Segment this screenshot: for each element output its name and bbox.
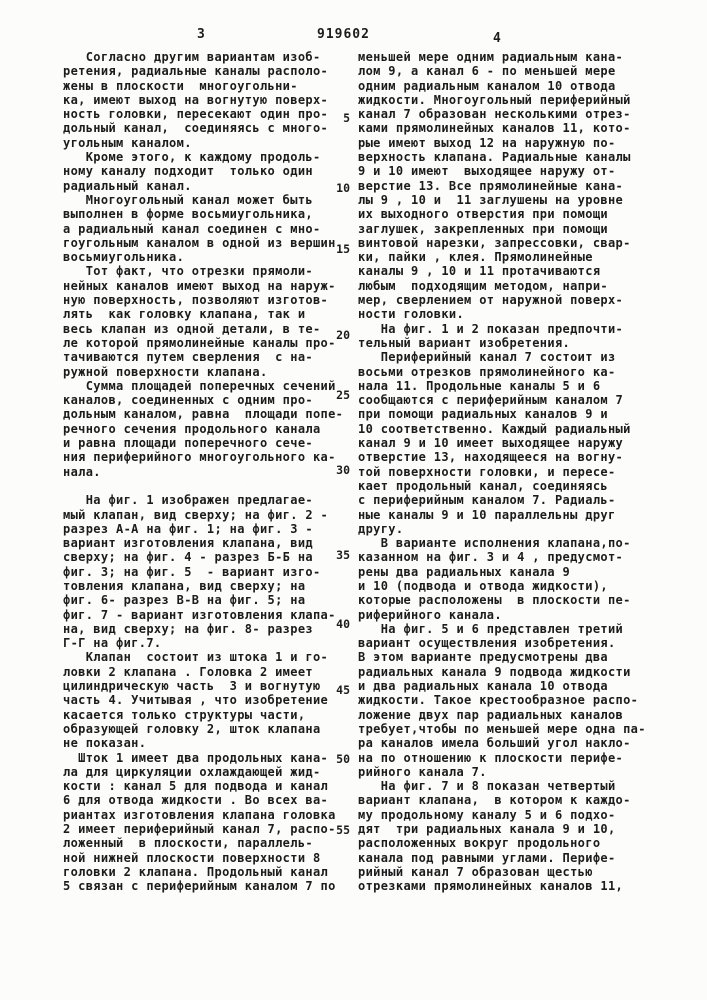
text-line: На фиг. 7 и 8 показан четвертый: [358, 779, 616, 794]
text-line: канал 7 образован несколькими отрез-: [358, 107, 631, 122]
text-line: любым подходящим методом, напри-: [358, 278, 608, 293]
text-line: нейных каналов имеют выход на наруж-: [63, 278, 336, 293]
text-line: сообщаются с периферийным каналом 7: [358, 393, 624, 408]
text-line: 10 соответственно. Каждый радиальный: [358, 421, 631, 436]
text-line: нала.: [63, 464, 101, 479]
text-line: На фиг. 1 изображен предлагае-: [63, 493, 313, 508]
text-line: ную поверхность, позволяют изготов-: [63, 293, 329, 308]
text-line: часть 4. Учитывая , что изобретение: [63, 693, 329, 708]
text-line: радиальных канала 9 подвода жидкости: [358, 664, 631, 679]
text-line: канала под равными углами. Перифе-: [358, 850, 616, 865]
text-line: Периферийный канал 7 состоит из: [358, 350, 616, 365]
text-line: Г-Г на фиг.7.: [63, 636, 162, 651]
gutter-line-number-50: 50: [336, 752, 350, 766]
text-line: на по отношению к плоскости перифе-: [358, 750, 624, 765]
text-line: верстие 13. Все прямолинейные кана-: [358, 178, 624, 193]
text-line: винтовой нарезки, запрессовки, свар-: [358, 235, 631, 250]
text-line: отверстие 13, находящееся на вогну-: [358, 450, 624, 465]
gutter-line-number-25: 25: [336, 388, 350, 402]
text-line: риантах изготовления клапана головка: [63, 807, 336, 822]
gutter-line-number-55: 55: [336, 823, 350, 837]
text-line: одним радиальным каналом 10 отвода: [358, 78, 616, 93]
text-line: радиальный канал.: [63, 178, 192, 193]
text-line: ной нижней плоскости поверхности 8: [63, 850, 321, 865]
gutter-line-number-15: 15: [336, 242, 350, 256]
text-line: и 10 (подвода и отвода жидкости),: [358, 578, 608, 593]
text-line: кости : канал 5 для подвода и канал: [63, 779, 329, 794]
text-line: ные каналы 9 и 10 параллельны друг: [358, 507, 616, 522]
patent-number: 919602: [317, 27, 370, 42]
text-line: заглушек, закрепленных при помощи: [358, 221, 608, 236]
text-line: меньшей мере одним радиальным кана-: [358, 50, 624, 64]
text-line: сверху; на фиг. 4 - разрез Б-Б на: [63, 550, 313, 565]
text-line: ловки 2 клапана . Головка 2 имеет: [63, 664, 313, 679]
text-line: 6 для отвода жидкости . Во всех ва-: [63, 793, 329, 808]
text-line: На фиг. 1 и 2 показан предпочти-: [358, 321, 624, 336]
gutter-line-number-40: 40: [336, 617, 350, 631]
text-line: ками прямолинейных каналов 11, кото-: [358, 121, 631, 136]
text-line: ра каналов имела больший угол накло-: [358, 736, 631, 751]
text-line: жидкости. Такое крестообразное распо-: [358, 693, 639, 708]
gutter-line-number-20: 20: [336, 328, 350, 342]
text-line: вариант изготовления клапана, вид: [63, 536, 313, 551]
text-line: Многоугольный канал может быть: [63, 192, 313, 207]
text-line: Сумма площадей поперечных сечений: [63, 378, 336, 393]
text-line: дят три радиальных канала 9 и 10,: [358, 822, 616, 837]
text-line: а радиальный канал соединен с мно-: [63, 221, 321, 236]
text-line: мый клапан, вид сверху; на фиг. 2 -: [63, 507, 329, 522]
text-line: ка, имеют выход на вогнутую поверх-: [63, 92, 329, 107]
text-line: тельный вариант изобретения.: [358, 335, 571, 350]
gutter-line-number-5: 5: [343, 111, 350, 125]
gutter-line-number-45: 45: [336, 683, 350, 697]
text-line: речного сечения продольного канала: [63, 421, 321, 436]
text-line: 2 имеет периферийный канал 7, распо-: [63, 822, 336, 837]
text-line: риферийного канала.: [358, 607, 502, 622]
text-line: ла для циркуляции охлаждающей жид-: [63, 764, 321, 779]
text-line: образующей головку 2, шток клапана: [63, 721, 321, 736]
text-line: Клапан состоит из штока 1 и го-: [63, 650, 329, 665]
text-line: тачиваются путем сверления с на-: [63, 350, 313, 365]
text-line: вариант осуществления изобретения.: [358, 636, 616, 651]
text-line: рийный канал 7 образован щестью: [358, 864, 593, 879]
right-text-column: [358, 50, 650, 894]
text-line: ле которой прямолинейные каналы про-: [63, 335, 336, 350]
text-line: Согласно другим вариантам изоб-: [63, 50, 321, 64]
text-line: отрезками прямолинейных каналов 11,: [358, 879, 624, 894]
text-line: ности головки.: [358, 307, 465, 322]
text-line: расположенных вокруг продольного: [358, 836, 601, 851]
text-line: канал 9 и 10 имеет выходящее наружу: [358, 436, 624, 451]
text-line: рые имеют выход 12 на наружную по-: [358, 135, 616, 150]
text-line: 9 и 10 имеют выходящее наружу от-: [358, 164, 616, 179]
text-line: которые расположены в плоскости пе-: [358, 593, 631, 608]
text-line: дольным каналом, равна площади попе-: [63, 407, 344, 422]
text-line: мер, сверлением от наружной поверх-: [358, 293, 624, 308]
text-line: разрез А-А на фиг. 1; на фиг. 3 -: [63, 521, 313, 536]
text-line: Тот факт, что отрезки прямоли-: [63, 264, 313, 279]
text-line: В варианте исполнения клапана,по-: [358, 536, 631, 551]
text-line: нала 11. Продольные каналы 5 и 6: [358, 378, 601, 393]
text-line: их выходного отверстия при помощи: [358, 207, 608, 222]
right-column-page-number: 4: [493, 31, 502, 46]
text-line: головки 2 клапана. Продольный канал: [63, 864, 329, 879]
gutter-line-number-35: 35: [336, 548, 350, 562]
text-line: верхность клапана. Радиальные каналы: [358, 150, 631, 165]
text-line: му продольному каналу 5 и 6 подхо-: [358, 807, 616, 822]
text-line: угольным каналом.: [63, 135, 192, 150]
text-line: ния периферийного многоугольного ка-: [63, 450, 336, 465]
text-line: дольный канал, соединяясь с много-: [63, 121, 329, 136]
text-line: жены в плоскости многоугольни-: [63, 78, 298, 93]
text-line: каналов, соединенных с одним про-: [63, 393, 313, 408]
text-line: другу.: [358, 521, 404, 536]
gutter-line-number-30: 30: [336, 463, 350, 477]
text-line: 5 связан с периферийным каналом 7 по: [63, 879, 336, 894]
text-line: ложенный в плоскости, параллель-: [63, 836, 313, 851]
text-line: [63, 479, 348, 493]
text-line: выполнен в форме восьмиугольника,: [63, 207, 313, 222]
text-line: ному каналу подходит только один: [63, 164, 313, 179]
text-line: Шток 1 имеет два продольных кана-: [63, 750, 329, 765]
text-line: требует,чтобы по меньшей мере одна па-: [358, 721, 646, 736]
text-line: жидкости. Многоугольный периферийный: [358, 92, 631, 107]
text-line: рены два радиальных канала 9: [358, 564, 571, 579]
text-line: В этом варианте предусмотрены два: [358, 650, 608, 665]
text-line: ки, пайки , клея. Прямолинейные: [358, 250, 593, 265]
text-line: весь клапан из одной детали, в те-: [63, 321, 321, 336]
text-line: гоугольным каналом в одной из вершин: [63, 235, 336, 250]
text-line: при помощи радиальных каналов 9 и: [358, 407, 608, 422]
text-line: восьми отрезков прямолинейного ка-: [358, 364, 616, 379]
text-line: казанном на фиг. 3 и 4 , предусмот-: [358, 550, 624, 565]
text-line: ложение двух пар радиальных каналов: [358, 707, 624, 722]
text-line: на, вид сверху; на фиг. 8- разрез: [63, 621, 313, 636]
text-line: вариант клапана, в котором к каждо-: [358, 793, 631, 808]
text-line: ружной поверхности клапана.: [63, 364, 268, 379]
text-line: рийного канала 7.: [358, 764, 487, 779]
text-line: фиг. 3; на фиг. 5 - вариант изго-: [63, 564, 321, 579]
text-line: лять как головку клапана, так и: [63, 307, 306, 322]
text-line: лы 9 , 10 и 11 заглушены на уровне: [358, 192, 624, 207]
text-line: не показан.: [63, 736, 147, 751]
text-line: цилиндрическую часть 3 и вогнутую: [63, 679, 321, 694]
text-line: восьмиугольника.: [63, 250, 185, 265]
text-line: ретения, радиальные каналы располо-: [63, 64, 329, 79]
left-column-page-number: 3: [197, 27, 206, 42]
text-line: На фиг. 5 и 6 представлен третий: [358, 621, 624, 636]
text-line: и два радиальных канала 10 отвода: [358, 679, 608, 694]
text-line: кает продольный канал, соединяясь: [358, 478, 608, 493]
text-line: фиг. 6- разрез В-В на фиг. 5; на: [63, 593, 306, 608]
text-line: с периферийным каналом 7. Радиаль-: [358, 493, 616, 508]
text-line: лом 9, а канал 6 - по меньшей мере: [358, 64, 616, 79]
left-text-column: [63, 50, 348, 894]
text-line: касается только структуры части,: [63, 707, 306, 722]
text-line: и равна площади поперечного сече-: [63, 436, 313, 451]
text-line: фиг. 7 - вариант изготовления клапа-: [63, 607, 336, 622]
text-line: той поверхности головки, и пересе-: [358, 464, 616, 479]
gutter-line-number-10: 10: [336, 181, 350, 195]
text-line: каналы 9 , 10 и 11 протачиваются: [358, 264, 601, 279]
text-line: ность головки, пересекают один про-: [63, 107, 329, 122]
text-line: Кроме этого, к каждому продоль-: [63, 150, 321, 165]
text-line: товления клапана, вид сверху; на: [63, 578, 306, 593]
